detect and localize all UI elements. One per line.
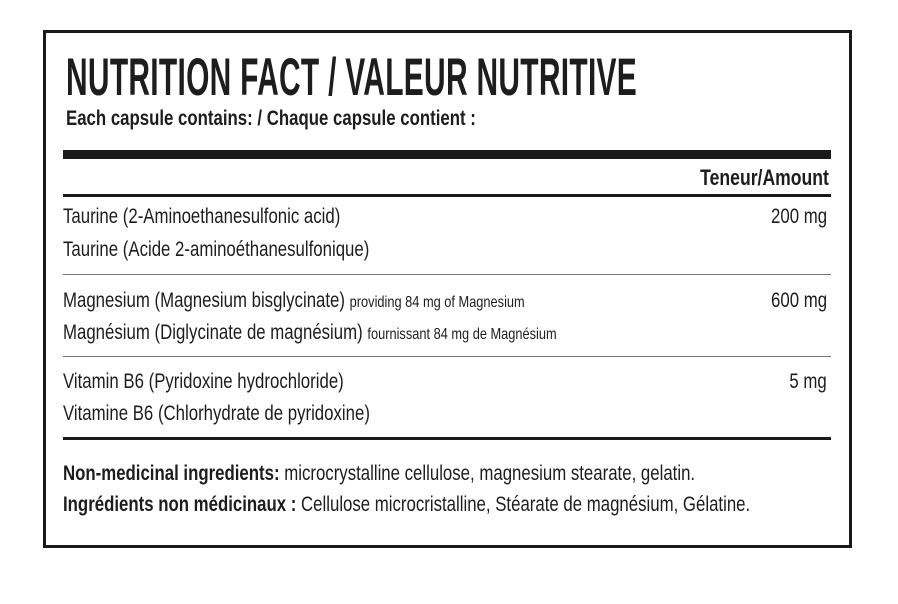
thick-divider (63, 150, 831, 159)
bottom-divider (63, 437, 831, 440)
ingredient-en: Magnesium (Magnesium bisglycinate) providing 84 mg of Magnesium (63, 289, 525, 312)
ingredient-fr: Vitamine B6 (Chlorhydrate de pyridoxine) (63, 402, 370, 425)
subtitle: Each capsule contains: / Chaque capsule contient : (66, 107, 476, 130)
ingredient-en: Taurine (2-Aminoethanesulfonic acid) (63, 205, 341, 228)
row-divider (63, 356, 831, 357)
ingredient-en: Vitamin B6 (Pyridoxine hydrochloride) (63, 370, 344, 393)
ingredient-fr: Taurine (Acide 2-aminoéthanesulfonique) (63, 238, 370, 261)
ingredient-amount: 600 mg (770, 289, 827, 312)
row-divider (63, 274, 831, 275)
header-divider (63, 194, 831, 197)
non-medicinal-fr: Ingrédients non médicinaux : Cellulose microcristalline, Stéarate de magnésium, Gélatine. (63, 493, 751, 516)
non-medicinal-en: Non-medicinal ingredients: microcrystalline cellulose, magnesium stearate, gelatin. (63, 462, 696, 485)
ingredient-fr: Magnésium (Diglycinate de magnésium) fournissant 84 mg de Magnésium (63, 321, 557, 344)
ingredient-amount: 200 mg (770, 205, 827, 228)
amount-header: Teneur/Amount (700, 165, 829, 190)
ingredient-amount: 5 mg (789, 370, 827, 393)
page-title: NUTRITION FACT / VALEUR NUTRITIVE (66, 48, 638, 107)
